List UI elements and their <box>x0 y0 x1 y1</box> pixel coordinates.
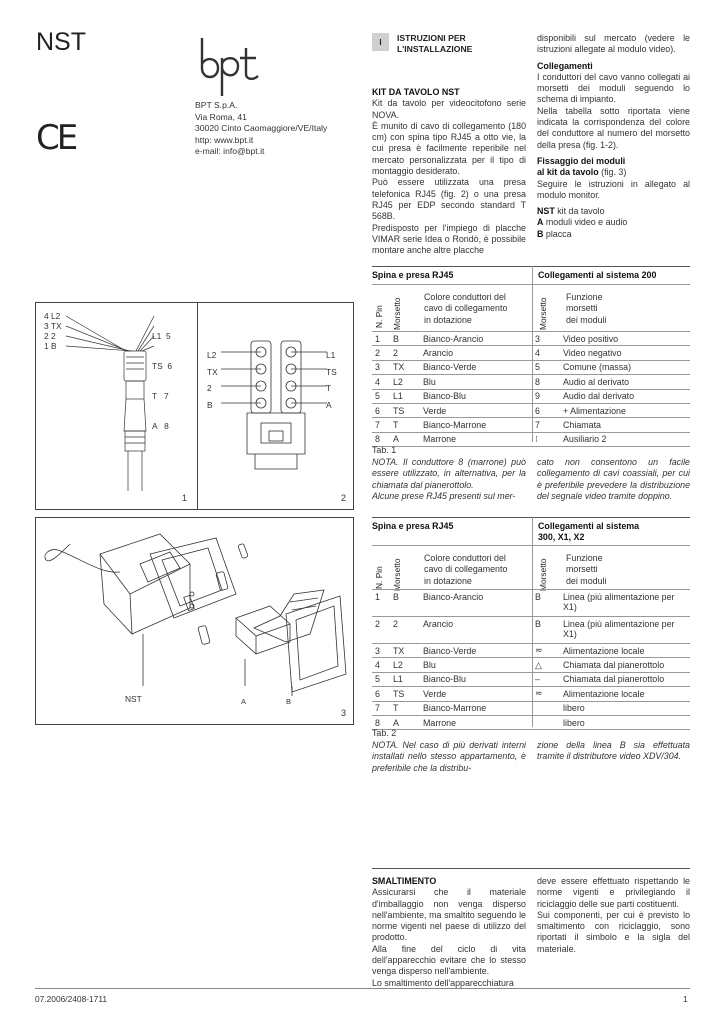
cell-pin: 8 <box>372 715 390 729</box>
table-2-right-title: Collegamenti al sistema 300, X1, X2 <box>538 521 640 543</box>
cell-col: Bianco-Blu <box>420 389 532 403</box>
model-title: NST <box>36 28 86 56</box>
cell-pin: 3 <box>372 644 390 658</box>
table-row <box>372 658 690 672</box>
col-funzione-header: Funzione morsetti dei moduli <box>566 292 607 325</box>
figure-1-2-frame <box>35 302 354 510</box>
table-row <box>372 389 690 403</box>
page-number: 1 <box>683 994 688 1004</box>
cell-fun: Video negativo <box>560 346 690 360</box>
company-address <box>195 100 327 158</box>
figure-1-number: 1 <box>182 493 188 503</box>
cell-pin: 1 <box>372 332 390 346</box>
cell-col: Blu <box>420 375 532 389</box>
cell-fun: Audio dal derivato <box>560 389 690 403</box>
cell-pin: 5 <box>372 672 390 686</box>
table-1 <box>372 332 690 447</box>
cell-fun: + Alimentazione <box>560 403 690 417</box>
cell-m: TS <box>390 687 420 701</box>
label-nst: NST <box>125 694 142 704</box>
company-city: 30020 Cinto Caomaggiore/VE/Italy <box>195 123 328 134</box>
cell-m: A <box>390 715 420 729</box>
table-2-note-right: zione della linea B sia effettuata tramite il distributore video XDV/304. <box>537 740 690 762</box>
cell-fun: Video positivo <box>560 332 690 346</box>
cell-fun: Linea (più alimentazione per X1) <box>560 617 690 644</box>
cell-pin: 8 <box>372 432 390 446</box>
cell-fun: Chiamata <box>560 418 690 432</box>
cell-col: Bianco-Verde <box>420 360 532 374</box>
socket-right-labels: L1 TS T A <box>326 350 337 410</box>
company-email: e-mail: info@bpt.it <box>195 146 265 157</box>
smaltimento-rule <box>372 868 690 869</box>
cell-m2: △ <box>532 658 560 672</box>
cell-fun: Alimentazione locale <box>560 687 690 701</box>
footer-code: 07.2006/2408-1711 <box>35 994 108 1004</box>
cell-m: B <box>390 332 420 346</box>
connections-text: disponibili sul mercato (vedere le istruzioni allegate al modulo video). Collegamenti I conduttori del cavo vanno collegati ai morsetti dei moduli seguendo lo schema di impianto. Nella tabella sotto riportata viene indicata la corrispondenza del colore del conduttore al numero del morsetto della presa (fig. 1-2). Fissaggio dei moduli al kit da tavolo (fig. 3) Seguire le istruzioni in allegato al modulo monitor. NST kit da tavolo A moduli video e audio B placca <box>537 33 690 239</box>
company-website: http: www.bpt.it <box>195 134 254 145</box>
table-row <box>372 432 690 446</box>
table-row <box>372 590 690 617</box>
cell-m2: ≂ <box>532 644 560 658</box>
collegamenti-heading: Collegamenti <box>537 60 593 71</box>
cell-m2: ≂ <box>532 687 560 701</box>
cell-col: Bianco-Arancio <box>420 332 532 346</box>
bpt-logo <box>188 34 268 98</box>
cell-fun: Audio al derivato <box>560 375 690 389</box>
cell-m2 <box>532 701 560 715</box>
smaltimento-left: SMALTIMENTO Assicurarsi che il materiale d'imballaggio non venga disperso nell'ambiente, ma smaltito seguendo le norme vigenti nel paese di utilizzo del prodotto. Alla fine del ciclo di vita dell'apparecchio evitare che lo stesso venga disperso nell'ambiente. Lo smaltimento dell'apparecchiatura <box>372 876 526 988</box>
rj45-socket-drawing <box>221 339 331 479</box>
footer-rule <box>35 988 690 989</box>
cell-m: L1 <box>390 672 420 686</box>
socket-left-labels: L2 TX 2 B <box>207 350 218 410</box>
cell-m2: 5 <box>532 360 560 374</box>
table-1-left-title: Spina e presa RJ45 <box>372 270 454 280</box>
cell-m2: 8 <box>532 375 560 389</box>
table-row <box>372 403 690 417</box>
cell-m2: 4 <box>532 346 560 360</box>
cell-m2: – <box>532 672 560 686</box>
col-pin-header: N. Pin <box>374 305 384 328</box>
cell-m: T <box>390 701 420 715</box>
section-title: ISTRUZIONI PER L'INSTALLAZIONE <box>397 33 473 54</box>
cell-pin: 1 <box>372 590 390 617</box>
cell-col: Arancio <box>420 617 532 644</box>
cell-col: Arancio <box>420 346 532 360</box>
company-name: BPT S.p.A. <box>195 100 238 110</box>
kit-description: KIT DA TAVOLO NST Kit da tavolo per videocitofono serie NOVA. È munito di cavo di collegamento (180 cm) con spina tipo RJ45 a otto vie, la cui presa è facilmente reperibile nel mercato personalizzata per il tipo di montaggio desiderato. Può essere utilizzata una presa telefonica RJ45 (fig. 2) o una presa RJ45 per EDP secondo standard T 568B. Predisposto per l'impiego di placche VIMAR serie Idea o Rondò, è possibile montare anche altre placche <box>372 87 526 256</box>
cell-m: L2 <box>390 658 420 672</box>
table-row <box>372 617 690 644</box>
cell-pin: 5 <box>372 389 390 403</box>
table-1-right-title: Collegamenti al sistema 200 <box>538 270 657 280</box>
cell-m: B <box>390 590 420 617</box>
col-colore-header: Colore conduttori del cavo di collegamento in dotazione <box>424 292 508 325</box>
desk-kit-exploded-drawing <box>40 524 350 699</box>
cell-pin: 7 <box>372 701 390 715</box>
cell-m: A <box>390 432 420 446</box>
table-row <box>372 687 690 701</box>
table-row <box>372 701 690 715</box>
cell-pin: 3 <box>372 360 390 374</box>
col-pin-header-2: N. Pin <box>374 566 384 589</box>
cell-pin: 4 <box>372 375 390 389</box>
smaltimento-right: deve essere effettuato rispettando le norme vigenti e privilegiando il riciclaggio delle sue parti costituenti. Sui componenti, per cui è previsto lo smaltimento con riciclaggio, sono riportati il simbolo e la sigla del materiale. <box>537 876 690 954</box>
cell-m2: 6 <box>532 403 560 417</box>
smaltimento-heading: SMALTIMENTO <box>372 876 437 886</box>
table-2-left-title: Spina e presa RJ45 <box>372 521 454 531</box>
col-funzione-header-2: Funzione morsetti dei moduli <box>566 553 607 586</box>
fissaggio-heading: Fissaggio dei moduli <box>537 155 626 166</box>
cell-m2: ⁝ <box>532 432 560 446</box>
cell-fun: Chiamata dal pianerottolo <box>560 672 690 686</box>
table-2-note-left: NOTA. Nel caso di più derivati interni installati nello stesso appartamento, è preferibile che la distribu- <box>372 740 526 773</box>
cell-fun: Ausiliario 2 <box>560 432 690 446</box>
cell-fun: libero <box>560 701 690 715</box>
label-b: B <box>286 697 292 706</box>
label-a: A <box>241 697 247 706</box>
table-2 <box>372 590 690 730</box>
cell-col: Bianco-Marrone <box>420 701 532 715</box>
cell-pin: 2 <box>372 346 390 360</box>
ce-mark: CE <box>36 118 76 158</box>
rj45-plug-drawing <box>66 311 156 491</box>
section-letter: I <box>372 33 389 51</box>
table-row <box>372 332 690 346</box>
cell-m: TX <box>390 360 420 374</box>
cell-m2: B <box>532 590 560 617</box>
figure-3-number: 3 <box>341 708 347 718</box>
plug-right-labels: L1 5 TS 6 T 7 A 8 <box>152 331 173 431</box>
cell-m2 <box>532 715 560 729</box>
table-row <box>372 346 690 360</box>
table-row <box>372 715 690 729</box>
cell-pin: 4 <box>372 658 390 672</box>
cell-col: Bianco-Arancio <box>420 590 532 617</box>
cell-fun: libero <box>560 715 690 729</box>
cell-col: Marrone <box>420 432 532 446</box>
table-row <box>372 360 690 374</box>
kit-heading: KIT DA TAVOLO NST <box>372 87 460 97</box>
cell-m: L2 <box>390 375 420 389</box>
col-morsetto2-header: Morsetto <box>538 297 548 330</box>
col-morsetto2-header-2: Morsetto <box>538 558 548 591</box>
table-1-note-right: cato non consentono un facile collegamento di cavi coassiali, per cui è preferibile prevedere la distribuzione del segnale video tramite doppino. <box>537 457 690 501</box>
table-1-caption: Tab. 1 <box>372 445 397 455</box>
cell-pin: 7 <box>372 418 390 432</box>
cell-m2: 9 <box>532 389 560 403</box>
cell-m: 2 <box>390 617 420 644</box>
col-morsetto-header: Morsetto <box>392 297 402 330</box>
table-2-caption: Tab. 2 <box>372 728 397 738</box>
table-1-note-left: NOTA. Il conduttore 8 (marrone) può essere utilizzato, in alternativa, per la chiamata dal pianerottolo. Alcune prese RJ45 presenti sul mer- <box>372 457 526 501</box>
table-row <box>372 375 690 389</box>
cell-fun: Chiamata dal pianerottolo <box>560 658 690 672</box>
cell-col: Marrone <box>420 715 532 729</box>
table-2-section <box>372 517 690 728</box>
figure-3-frame <box>35 517 354 725</box>
cell-m: 2 <box>390 346 420 360</box>
cell-m2: 7 <box>532 418 560 432</box>
cell-m: T <box>390 418 420 432</box>
figure-2-number: 2 <box>341 493 347 503</box>
cell-pin: 2 <box>372 617 390 644</box>
cell-fun: Comune (massa) <box>560 360 690 374</box>
cell-fun: Linea (più alimentazione per X1) <box>560 590 690 617</box>
cell-pin: 6 <box>372 687 390 701</box>
col-colore-header-2: Colore conduttori del cavo di collegamento in dotazione <box>424 553 508 586</box>
cell-fun: Alimentazione locale <box>560 644 690 658</box>
table-row <box>372 672 690 686</box>
cell-m: TS <box>390 403 420 417</box>
cell-col: Blu <box>420 658 532 672</box>
cell-col: Bianco-Blu <box>420 672 532 686</box>
cell-col: Bianco-Verde <box>420 644 532 658</box>
col-morsetto-header-2: Morsetto <box>392 558 402 591</box>
table-row <box>372 418 690 432</box>
cell-m: L1 <box>390 389 420 403</box>
cell-m2: B <box>532 617 560 644</box>
plug-left-labels: 4 L2 3 TX 2 2 1 B <box>44 311 62 351</box>
company-street: Via Roma, 41 <box>195 111 247 122</box>
cell-m2: 3 <box>532 332 560 346</box>
cell-col: Bianco-Marrone <box>420 418 532 432</box>
cell-pin: 6 <box>372 403 390 417</box>
cell-m: TX <box>390 644 420 658</box>
table-1-section <box>372 266 690 445</box>
table-row <box>372 644 690 658</box>
cell-col: Verde <box>420 403 532 417</box>
cell-col: Verde <box>420 687 532 701</box>
